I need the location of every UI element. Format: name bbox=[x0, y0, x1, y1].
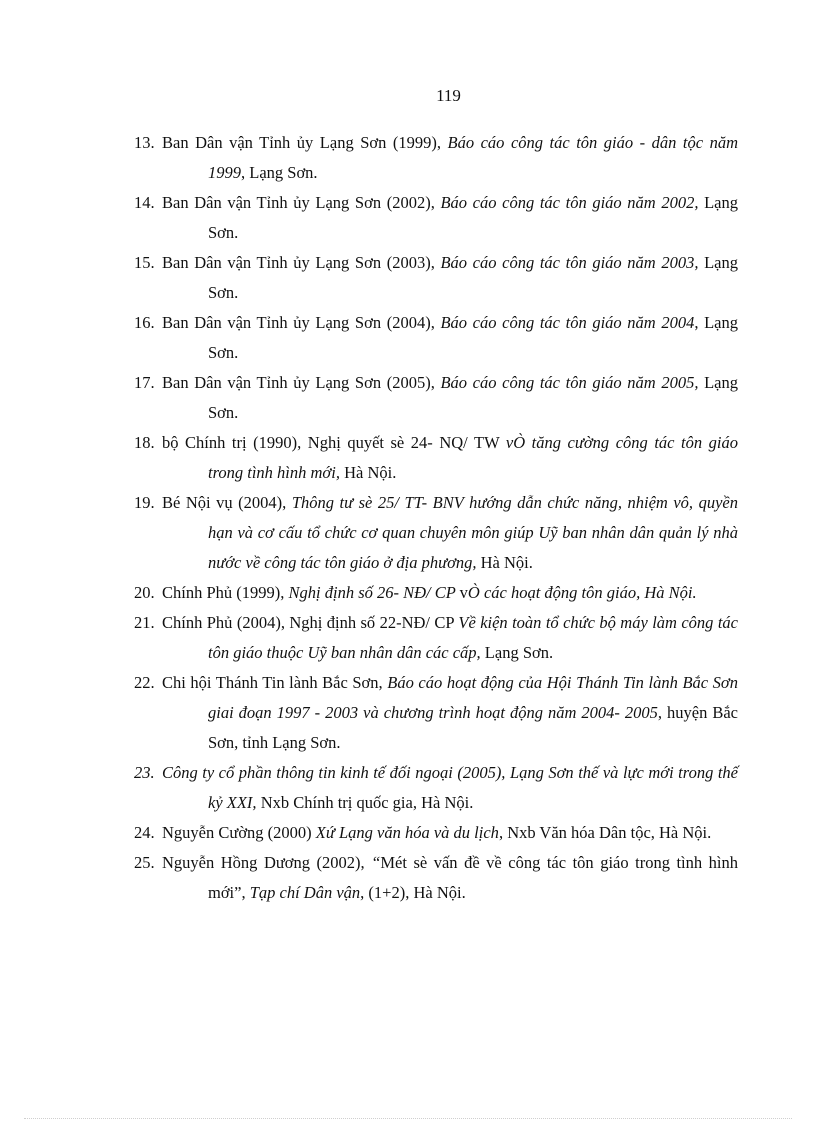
reference-title-text: Báo cáo công tác tôn giáo - dân tộc năm 1999 bbox=[208, 133, 738, 182]
reference-number: 21. bbox=[134, 613, 155, 632]
reference-number: 22. bbox=[134, 673, 155, 692]
reference-number: 25. bbox=[134, 853, 155, 872]
reference-title-text: Báo cáo công tác tôn giáo năm 2002, bbox=[440, 193, 699, 212]
reference-text: Lạng Sơn. bbox=[480, 643, 554, 662]
reference-title-text: Báo cáo công tác tôn giáo năm 2003, bbox=[440, 253, 699, 272]
reference-text: Lạng Sơn. bbox=[208, 373, 738, 422]
reference-text: Hà Nội. bbox=[476, 553, 533, 572]
reference-number: 13. bbox=[134, 133, 155, 152]
reference-text: Bé Nội vụ (2004), bbox=[162, 493, 292, 512]
reference-item bbox=[134, 428, 738, 488]
reference-text: Ban Dân vận Tỉnh ủy Lạng Sơn (2005), bbox=[162, 373, 441, 392]
reference-item bbox=[134, 248, 738, 308]
reference-text: Mét sè vấn đề về công tác tôn giáo trong tình hình mới”, bbox=[208, 853, 738, 902]
page-number: 119 bbox=[436, 86, 461, 105]
reference-text: Nxb Chính trị quốc gia, Hà Nội. bbox=[256, 793, 474, 812]
reference-text: Chính Phủ (2004), Nghị định số 22-NĐ/ CP bbox=[162, 613, 459, 632]
reference-number: 24. bbox=[134, 823, 155, 842]
reference-item bbox=[134, 188, 738, 248]
reference-number: 16. bbox=[134, 313, 155, 332]
reference-number: 19. bbox=[134, 493, 155, 512]
reference-item bbox=[134, 368, 738, 428]
reference-number: 15. bbox=[134, 253, 155, 272]
reference-title-text: vÒ tăng cường công tác tôn giáo trong tình hình mới, bbox=[208, 433, 738, 482]
reference-number: 18. bbox=[134, 433, 155, 452]
reference-text: v bbox=[459, 583, 468, 602]
reference-text: , huyện Bắc Sơn, tỉnh Lạng Sơn. bbox=[208, 703, 738, 752]
reference-text: Lạng Sơn. bbox=[208, 193, 738, 242]
reference-text: Ban Dân vận Tỉnh ủy Lạng Sơn (1999), bbox=[162, 133, 448, 152]
reference-item bbox=[134, 668, 738, 758]
page-bottom-divider bbox=[24, 1118, 792, 1119]
reference-item bbox=[134, 128, 738, 188]
reference-title-text: “ bbox=[371, 853, 381, 872]
reference-item bbox=[134, 578, 738, 608]
reference-text: , Lạng Sơn. bbox=[208, 313, 738, 362]
reference-text: Hà Nội. bbox=[339, 463, 397, 482]
reference-item bbox=[134, 488, 738, 578]
reference-title-text: Xứ Lạng văn hóa và du lịch bbox=[315, 823, 499, 842]
reference-item bbox=[134, 608, 738, 668]
reference-text: , Lạng Sơn. bbox=[241, 163, 318, 182]
reference-title-text: Nghị định số 26- NĐ/ CP bbox=[288, 583, 460, 602]
reference-title-text: Báo cáo công tác tôn giáo năm 2005, bbox=[440, 373, 699, 392]
reference-list bbox=[134, 128, 738, 908]
reference-number: 20. bbox=[134, 583, 155, 602]
reference-text: Ban Dân vận Tỉnh ủy Lạng Sơn (2004), bbox=[162, 313, 441, 332]
reference-text: , Nxb Văn hóa Dân tộc, Hà Nội. bbox=[498, 823, 712, 842]
reference-number: 14. bbox=[134, 193, 155, 212]
reference-title-text: Ò các hoạt động tôn giáo, Hà Nội. bbox=[467, 583, 697, 602]
reference-item bbox=[134, 758, 738, 818]
reference-item bbox=[134, 308, 738, 368]
reference-text: Chính Phủ (1999), bbox=[162, 583, 289, 602]
reference-title-text: Về kiện toàn tổ chức bộ máy làm công tác tôn giáo thuộc Uỹ ban nhân dân các cấp, bbox=[208, 613, 738, 662]
reference-item bbox=[134, 848, 738, 908]
reference-number: 17. bbox=[134, 373, 155, 392]
reference-text: bộ Chính trị (1990), Nghị quyết sè 24- NQ/ TW bbox=[162, 433, 506, 452]
reference-title-text: Công ty cổ phần thông tin kinh tế đối ngoại (2005), Lạng Sơn thế và lực mới trong thế kỷ XXI, bbox=[162, 763, 738, 812]
reference-number: 23. bbox=[134, 763, 155, 782]
reference-text: Lạng Sơn. bbox=[208, 253, 738, 302]
reference-text: Nguyễn Cường (2000) bbox=[162, 823, 316, 842]
reference-text: , (1+2), Hà Nội. bbox=[360, 883, 466, 902]
reference-text: Ban Dân vận Tỉnh ủy Lạng Sơn (2003), bbox=[162, 253, 441, 272]
reference-text: Chi hội Thánh Tin lành Bắc Sơn, bbox=[162, 673, 388, 692]
reference-title-text: Tạp chí Dân vận bbox=[249, 883, 361, 902]
reference-title-text: Báo cáo hoạt động của Hội Thánh Tin lành Bắc Sơn giai đoạn 1997 - 2003 và chương trình hoạt động năm 2004- 2005 bbox=[208, 673, 738, 722]
reference-item bbox=[134, 818, 738, 848]
reference-text: Ban Dân vận Tỉnh ủy Lạng Sơn (2002), bbox=[162, 193, 441, 212]
reference-title-text: Báo cáo công tác tôn giáo năm 2004 bbox=[440, 313, 695, 332]
reference-title-text: Thông tư sè 25/ TT- BNV hướng dẫn chức năng, nhiệm vô, quyền hạn và cơ cấu tổ chức cơ quan chuyên môn giúp Uỹ ban nhân dân quản lý nhà nước về công tác tôn giáo ở địa phương, bbox=[208, 493, 738, 572]
reference-text: Nguyễn Hồng Dương (2002), bbox=[162, 853, 372, 872]
